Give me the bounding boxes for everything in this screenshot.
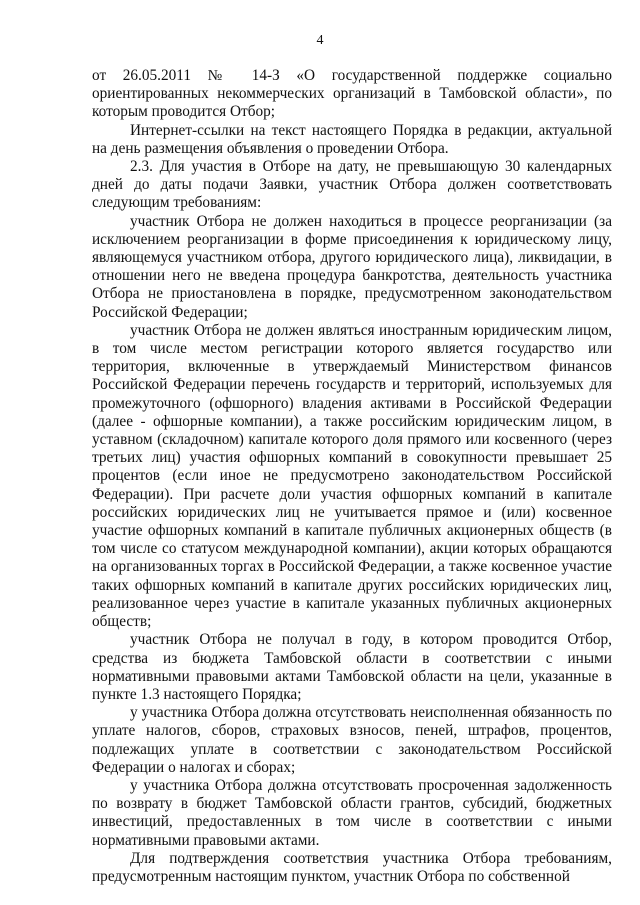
paragraph-requirement-foreign-entity: участник Отбора не должен являться иностранным юридическим лицом, в том числе местом регистрации которого является государство или территория, включенные в утверждаемый Министерством финансов Российской Федерации перечень государств и территорий, используемых для промежуточного (офшорного) владения активами в Российской Федерации (далее - офшорные компании), а также российским юридическим лицом, в уставном (складочном) капитале которого доля прямого или косвенного (через третьих лиц) участия офшорных компаний в совокупности превышает 25 процентов (если иное не предусмотрено законодательством Российской Федерации). При расчете доли участия офшорных компаний в капитале российских юридических лиц не учитывается прямое и (или) косвенное участие офшорных компаний в капитале публичных акционерных обществ (в том числе со статусом международной компании), акции которых обращаются на организованных торгах в Российской Федерации, а также косвенное участие таких офшорных компаний в капитале других российских юридических лиц, реализованное через участие в капитале указанных публичных акционерных обществ; — [92, 321, 612, 631]
paragraph-confirmation: Для подтверждения соответствия участника Отбора требованиям, предусмотренным настоящим пунктом, участник Отбора по собственной — [92, 849, 612, 885]
paragraph-internet-links: Интернет-ссылки на текст настоящего Порядка в редакции, актуальной на день размещения объявления о проведении Отбора. — [92, 121, 612, 157]
document-body — [92, 67, 612, 886]
paragraph-requirement-overdue-debt: у участника Отбора должна отсутствовать просроченная задолженность по возврату в бюджет Тамбовской области грантов, субсидий, бюджетных инвестиций, предоставленных в том числе в соответствии с иными нормативными правовыми актами. — [92, 776, 612, 849]
paragraph-requirement-budget-funds: участник Отбора не получал в году, в котором проводится Отбор, средства из бюджета Тамбовской области в соответствии с иными нормативными правовыми актами Тамбовской области на цели, указанные в пункте 1.3 настоящего Порядка; — [92, 631, 612, 703]
paragraph-clause-2-3: 2.3. Для участия в Отборе на дату, не превышающую 30 календарных дней до даты подачи Заявки, участник Отбора должен соответствовать следующим требованиям: — [92, 158, 612, 212]
paragraph-requirement-tax-debt: у участника Отбора должна отсутствовать неисполненная обязанность по уплате налогов, сборов, страховых взносов, пеней, штрафов, процентов, подлежащих уплате в соответствии с законодательством Российской Федерации о налогах и сборах; — [92, 704, 612, 776]
page-number: 4 — [316, 33, 324, 48]
paragraph-law-reference: от 26.05.2011 № 14-З «О государственной поддержке социально ориентированных некоммерческих организаций в Тамбовской области», по которым проводится Отбор; — [92, 67, 612, 121]
paragraph-requirement-reorganization: участник Отбора не должен находиться в процессе реорганизации (за исключением реорганизации в форме присоединения к юридическому лицу, являющемуся участником отбора, другого юридического лица), ликвидации, в отношении него не введена процедура банкротства, деятельность участника Отбора не приостановлена в порядке, предусмотренном законодательством Российской Федерации; — [92, 212, 612, 321]
